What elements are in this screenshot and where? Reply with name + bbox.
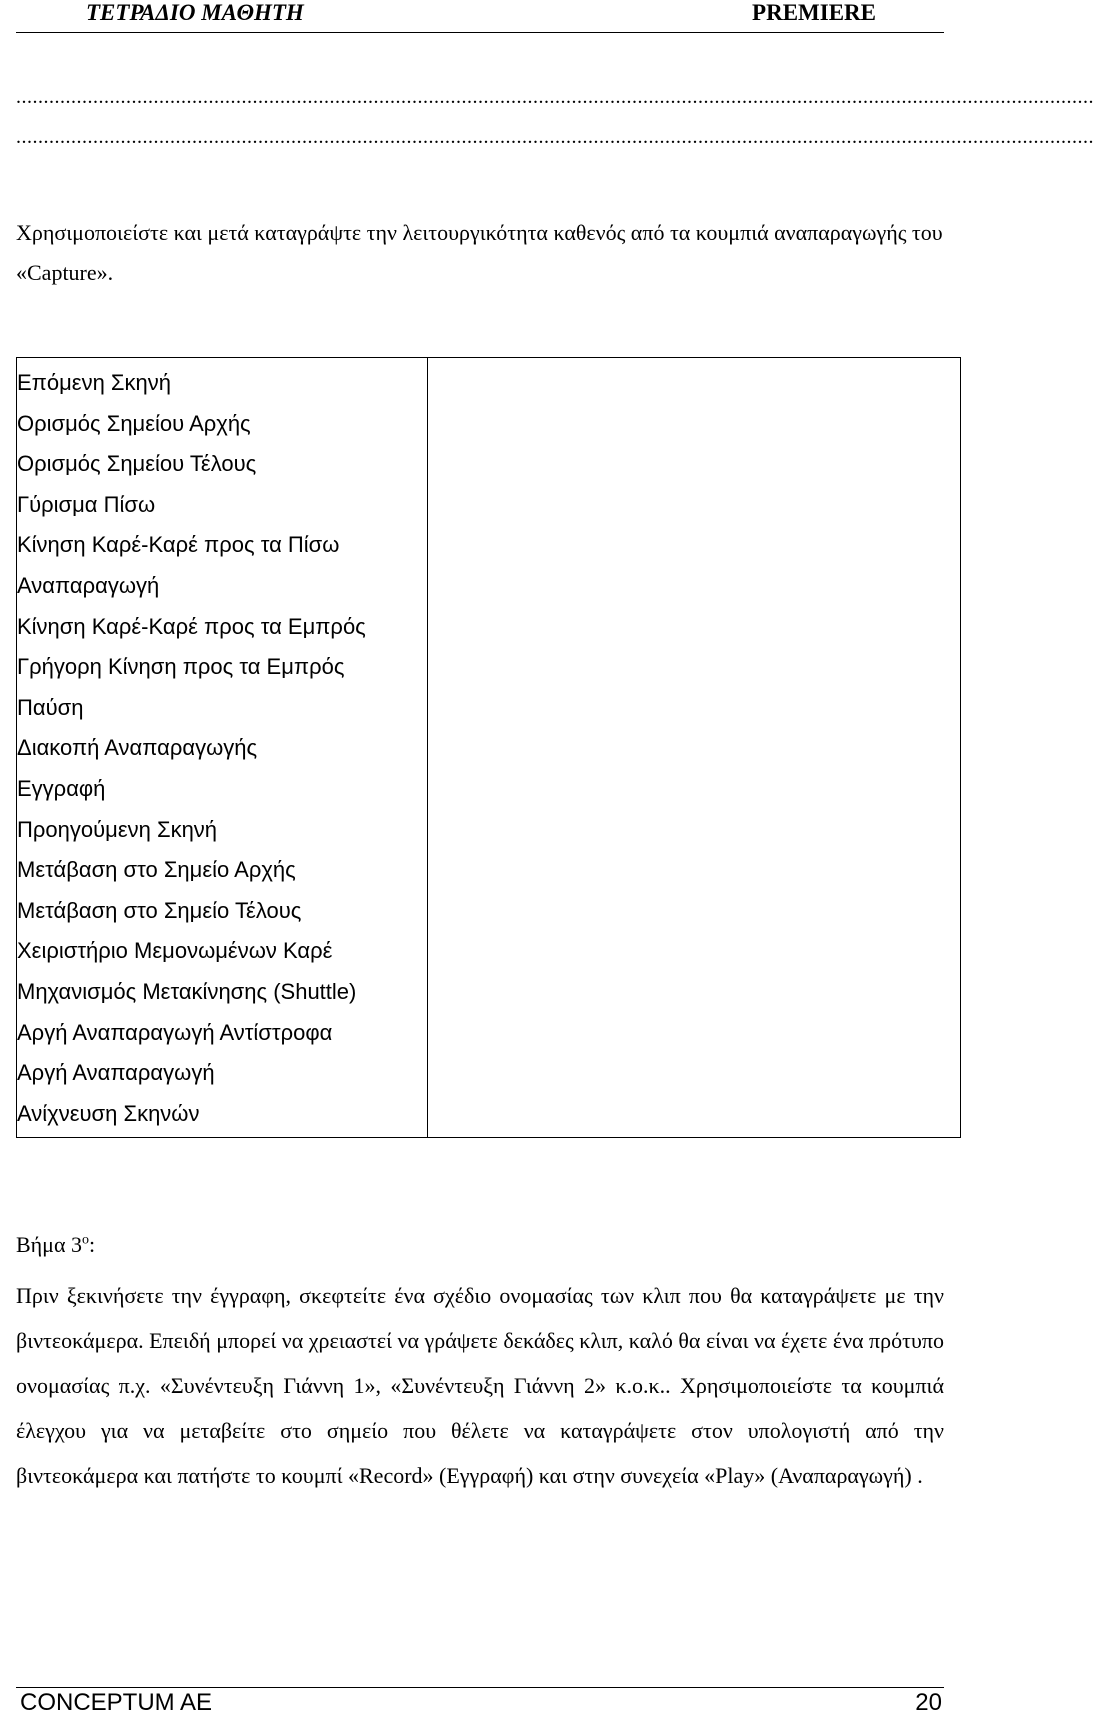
button-names-list <box>17 358 427 1137</box>
button-name-item: Μηχανισμός Μετακίνησης (Shuttle) <box>17 978 357 1004</box>
button-name-item: Χειριστήριο Μεμονωμένων Καρέ <box>17 938 333 964</box>
button-name-item: Παύση <box>17 694 84 720</box>
button-name-item: Ορισμός Σημείου Τέλους <box>17 451 257 477</box>
footer-rule <box>16 1687 944 1688</box>
page-number: 20 <box>915 1689 942 1716</box>
intro-paragraph: Χρησιμοποιείστε και μετά καταγράψτε την λειτουργικότητα καθενός από τα κουμπιά αναπαραγωγής του «Capture». <box>16 220 943 285</box>
step-body: Πριν ξεκινήσετε την έγγραφη, σκεφτείτε ένα σχέδιο ονομασίας των κλιπ που θα καταγράψετε με την βιντεοκάμερα. Επειδή μπορεί να χρειαστεί να γράψετε δεκάδες κλιπ, καλό θα είναι να έχετε ένα πρότυπο ονομασίας π.χ. «Συνέντευξη Γιάννη 1», «Συνέντευξη Γιάννη 2» κ.ο.κ.. Χρησιμοποιείστε τα κουμπιά έλεγχου για να μεταβείτε στο σημείο που θέλετε να καταγράψετε στον υπολογιστή από την βιντεοκάμερα και πατήστε το κουμπί «Record» (Εγγραφή) και στην συνεχεία «Play» (Αναπαραγωγή) . <box>16 1283 944 1488</box>
step-label: Βήμα 3 <box>16 1232 82 1257</box>
button-name-item: Κίνηση Καρέ-Καρέ προς τα Πίσω <box>17 532 340 558</box>
button-name-item: Γρήγορη Κίνηση προς τα Εμπρός <box>17 654 345 680</box>
button-names-column <box>17 358 428 1138</box>
footer-company: CONCEPTUM AE <box>20 1689 213 1716</box>
button-name-item: Διακοπή Αναπαραγωγής <box>17 735 258 761</box>
button-name-item: Κίνηση Καρέ-Καρέ προς τα Εμπρός <box>17 613 366 639</box>
step-ordinal: ο <box>82 1232 89 1248</box>
button-name-item: Προηγούμενη Σκηνή <box>17 816 218 842</box>
answer-column[interactable] <box>428 358 961 1138</box>
button-name-item: Γύρισμα Πίσω <box>17 491 156 517</box>
step-heading <box>16 1232 95 1258</box>
dotted-answer-line-2: .................................................................................................................................................................................................... <box>16 126 1094 148</box>
button-name-item: Αργή Αναπαραγωγή Αντίστροφα <box>17 1019 333 1045</box>
button-name-item: Εγγραφή <box>17 775 106 801</box>
header-subject: PREMIERE <box>752 0 876 25</box>
header-title: ΤΕΤΡΑΔΙΟ ΜΑΘΗΤΗ <box>86 0 304 25</box>
button-name-item: Ορισμός Σημείου Αρχής <box>17 410 251 436</box>
dotted-answer-line-1: .................................................................................................................................................................................................... <box>16 86 1094 108</box>
step-colon: : <box>89 1232 96 1257</box>
button-name-item: Μετάβαση στο Σημείο Τέλους <box>17 897 302 923</box>
button-name-item: Ανίχνευση Σκηνών <box>17 1100 200 1126</box>
button-name-item: Επόμενη Σκηνή <box>17 370 171 395</box>
header-rule <box>16 32 944 33</box>
button-name-item: Αργή Αναπαραγωγή <box>17 1060 215 1086</box>
table-row <box>17 358 961 1138</box>
button-name-item: Μετάβαση στο Σημείο Αρχής <box>17 857 296 883</box>
buttons-table <box>16 357 961 1138</box>
button-name-item: Αναπαραγωγή <box>17 572 160 598</box>
